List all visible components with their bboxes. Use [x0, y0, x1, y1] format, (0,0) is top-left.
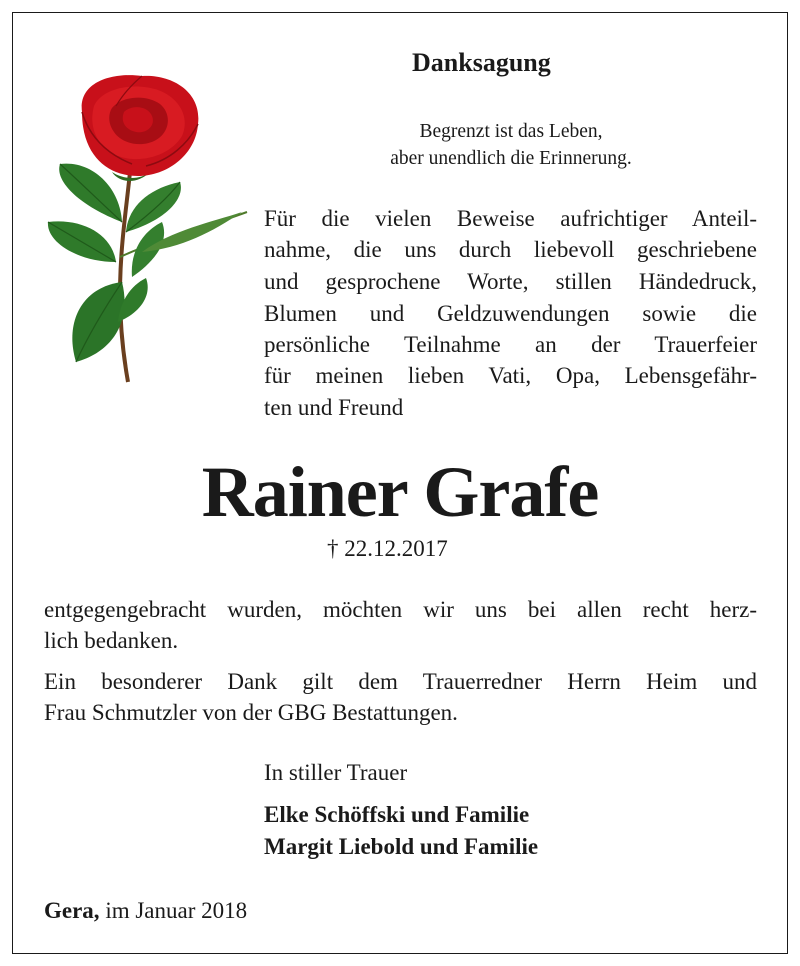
special-thanks-line-2: Frau Schmutzler von der GBG Bestattungen.: [44, 700, 458, 725]
deceased-name: Rainer Grafe: [201, 452, 599, 532]
death-date: † 22.12.2017: [327, 536, 448, 561]
closing-line-1: entgegengebracht wurden, möchten wir uns bei allen recht herz-: [44, 597, 757, 622]
footer: [44, 898, 247, 924]
intro-line-2: nahme, die uns durch liebevoll geschriebene: [264, 237, 757, 262]
signature-intro: In stiller Trauer: [264, 760, 408, 785]
quote: [330, 118, 692, 172]
signature-family-2: Margit Liebold und Familie: [264, 834, 539, 859]
rose-icon: [42, 72, 252, 388]
signature-family-1: Elke Schöffski und Familie: [264, 802, 530, 827]
intro-line-4: Blumen und Geldzuwendungen sowie die: [264, 301, 757, 326]
quote-line-2: aber unendlich die Erinnerung.: [390, 148, 632, 169]
intro-line-3: und gesprochene Worte, stillen Händedruck,: [264, 269, 757, 294]
closing-line-2: lich bedanken.: [44, 628, 179, 653]
intro-line-5: persönliche Teilnahme an der Trauerfeier: [264, 332, 757, 357]
quote-line-1: Begrenzt ist das Leben,: [419, 121, 603, 142]
special-thanks-line-1: Ein besonderer Dank gilt dem Trauerredner Herrn Heim und: [44, 669, 757, 694]
footer-date: im Januar 2018: [105, 898, 248, 923]
intro-line-6: für meinen lieben Vati, Opa, Lebensgefähr-: [264, 363, 757, 388]
intro-line-1: Für die vielen Beweise aufrichtiger Anteil-: [264, 206, 757, 231]
footer-place: Gera,: [44, 898, 100, 923]
intro-line-7: ten und Freund: [264, 395, 404, 420]
heading: Danksagung: [412, 48, 551, 77]
